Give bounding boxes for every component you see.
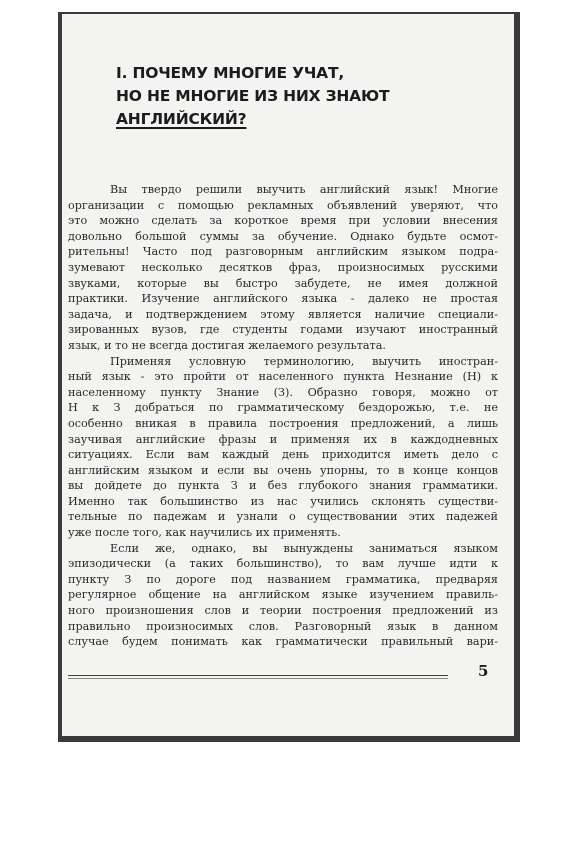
body-line: зированных вузов, где студенты годами изучают иностранный	[68, 323, 498, 337]
body-line: Именно так большинство из нас учились склонять существи-	[68, 494, 498, 508]
body-line: вы дойдете до пункта З и без глубокого знания грамматики.	[68, 479, 498, 493]
body-line: особенно вникая в правила построения предложений, а лишь	[68, 416, 498, 430]
body-line: регулярное общение на английском языке изучением правиль-	[68, 588, 498, 602]
body-line: рительны! Часто под разговорным английским языком подра-	[68, 245, 498, 259]
body-line: звуками, которые вы быстро забудете, не имея должной	[68, 276, 498, 290]
body-line: организации с помощью рекламных объявлений уверяют, что	[68, 198, 498, 212]
body-line: ситуациях. Если вам каждый день приходится иметь дело с	[68, 448, 498, 462]
body-line: зумевают несколько десятков фраз, произносимых русскими	[68, 260, 498, 274]
body-line: язык, и то не всегда достигая желаемого результата.	[68, 338, 386, 352]
body-line: Вы твердо решили выучить английский язык! Многие	[110, 183, 498, 196]
footer-rule-secondary	[68, 678, 448, 679]
body-text	[68, 182, 498, 650]
body-line: пункту З по дороге под названием грамматика, предваряя	[68, 572, 498, 586]
chapter-title-line-1: I. ПОЧЕМУ МНОГИЕ УЧАТ,	[116, 64, 345, 82]
body-line: населенному пункту Знание (З). Образно говоря, можно от	[68, 385, 498, 399]
body-line: задача, и подтверждением этому является наличие специали-	[68, 307, 498, 321]
chapter-title-line-2: НО НЕ МНОГИЕ ИЗ НИХ ЗНАЮТ	[116, 87, 390, 105]
body-line: эпизодически (а таких большинство), то вам лучше идти к	[68, 557, 498, 571]
body-line: практики. Изучение английского языка - далеко не простая	[68, 292, 498, 306]
body-line: ный язык - это пройти от населенного пункта Незнание (Н) к	[68, 370, 498, 384]
body-line: довольно большой суммы за обучение. Однако будьте осмот-	[68, 229, 498, 243]
body-line: тельные по падежам и узнали о существовании этих падежей	[68, 510, 498, 524]
book-page	[62, 14, 514, 736]
body-line: Если же, однако, вы вынуждены заниматься языком	[110, 541, 498, 555]
body-line: заучивая английские фразы и применяя их в каждодневных	[68, 432, 498, 446]
chapter-title-line-3: АНГЛИЙСКИЙ?	[116, 110, 247, 128]
body-line: Н к З добраться по грамматическому бездорожью, т.е. не	[68, 401, 498, 415]
body-line: уже после того, как научились их применять.	[68, 526, 341, 540]
body-line: правильно произносимых слов. Разговорный язык в данном	[68, 619, 498, 633]
body-line: это можно сделать за короткое время при условии внесения	[68, 214, 498, 228]
body-line: английским языком и если вы очень упорны, то в конце концов	[68, 463, 498, 477]
body-line: Применяя условную терминологию, выучить иностран-	[110, 354, 498, 368]
footer-rule	[68, 675, 448, 676]
chapter-title	[116, 62, 446, 131]
body-line: ного произношения слов и теории построения предложений из	[68, 604, 498, 618]
body-line: случае будем понимать как грамматически правильный вари-	[68, 635, 498, 649]
page-number: 5	[478, 662, 489, 680]
